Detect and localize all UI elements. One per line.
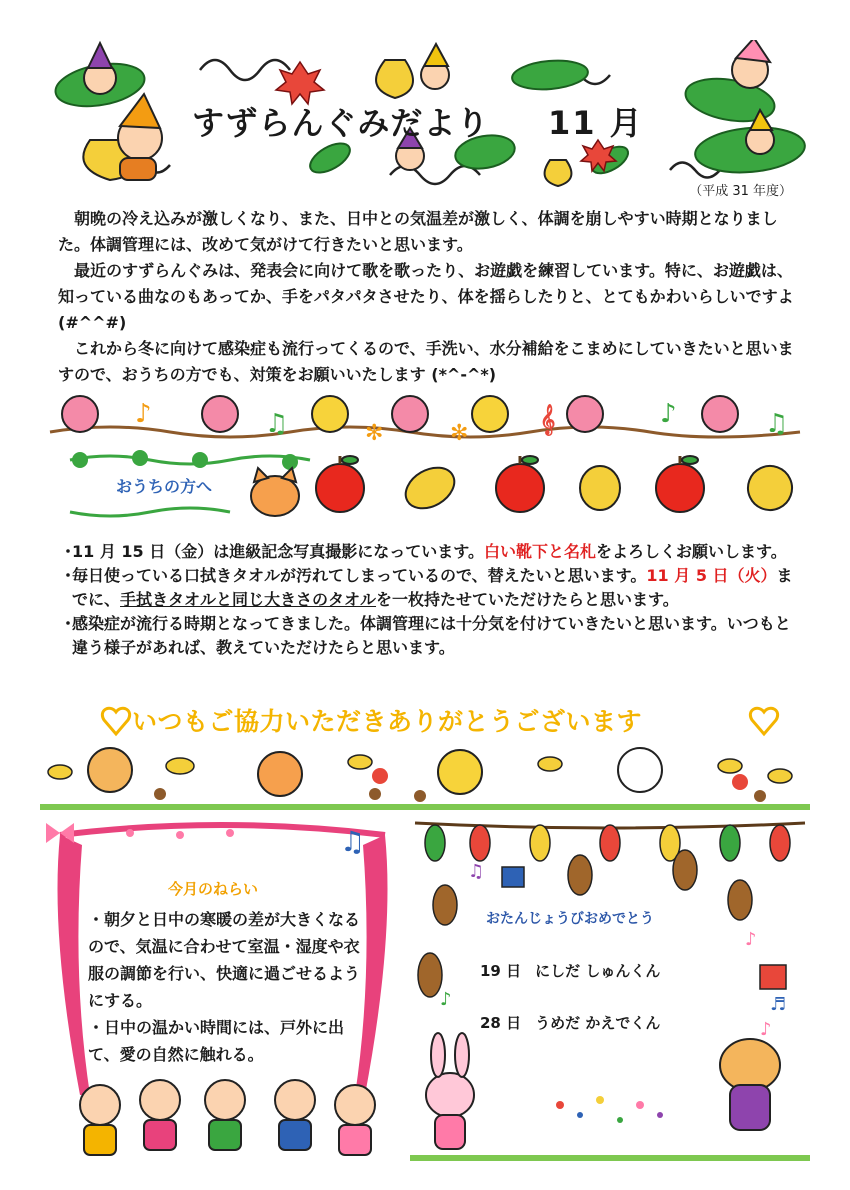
bird-icon <box>62 396 738 432</box>
animal-border-strip <box>40 742 810 814</box>
svg-text:♪: ♪ <box>440 989 452 1010</box>
kids-group-icon <box>80 1080 375 1155</box>
maple-leaf-icon <box>372 768 748 790</box>
svg-text:✻: ✻ <box>365 421 384 446</box>
birthday-entry <box>480 960 674 981</box>
apple-face-icon <box>316 456 704 512</box>
highlight-text: 白い靴下と名札 <box>483 542 596 561</box>
vine-leaf-icon <box>72 450 298 470</box>
hanging-leaf-icon <box>425 825 790 861</box>
notice-item: ・ 11 月 15 日（金）は進級記念写真撮影になっています。白い靴下と名札をよろしくお願いします。 <box>60 542 787 561</box>
svg-text:♫: ♫ <box>340 825 366 858</box>
page-month: 11 月 <box>548 104 644 142</box>
notice-item: ・ 毎日使っている口拭きタオルが汚れてしまっているので、替えたいと思います。11 月 5 日（火）までに、手拭きタオルと同じ大きさのタオルを一枚持たせていただけたらと思います。 <box>60 566 793 609</box>
svg-text:𝄞: 𝄞 <box>540 405 556 435</box>
home-section-label: おうちの方へ <box>116 477 213 496</box>
birthday-day: 28 日 <box>480 1014 522 1032</box>
cat-icon <box>618 748 662 792</box>
page-title: すずらんぐみだより <box>192 104 490 142</box>
birthday-name: うめだ かえでくん <box>535 1014 661 1032</box>
notice-list <box>60 540 800 660</box>
underlined-text: 手拭きタオルと同じ大きさのタオル <box>120 590 377 609</box>
svg-text:♪: ♪ <box>135 399 152 429</box>
svg-text:♬: ♬ <box>770 994 787 1015</box>
yellow-leaf-icon <box>398 459 798 516</box>
notice-item: ・ 感染症が流行る時期となってきました。体調管理には十分気を付けていきたいと思います。いつもと違う様子があれば、教えていただけたらと思います。 <box>60 614 791 657</box>
heart-icon <box>126 829 234 839</box>
dog-icon <box>720 1039 780 1130</box>
aims-list <box>88 906 370 1068</box>
falling-leaf-icon <box>48 755 792 783</box>
intro-paragraph: これから冬に向けて感染症も流行ってくるので、手洗い、水分補給をこまめにしていきたいと思いますので、おうちの方でも、対策をお願いいたします (*^-^*) <box>58 339 794 384</box>
dog-icon <box>88 748 132 792</box>
intro-paragraph: 最近のすずらんぐみは、発表会に向けて歌を歌ったり、お遊戯を練習しています。特に、お遊戯は、知っている曲なのもあってか、手をパタパタさせたり、体を揺らしたりと、とてもかわいらしいですよ (#^^#) <box>58 261 794 332</box>
svg-text:♪: ♪ <box>760 1019 772 1040</box>
svg-text:♪: ♪ <box>660 399 677 429</box>
birthday-illustration <box>410 815 810 1175</box>
music-note-icon <box>340 825 365 858</box>
thanks-message: いつもご協力いただきありがとうございます <box>132 707 643 736</box>
fiscal-year: （平成 31 年度） <box>689 184 792 199</box>
highlight-date: 11 月 5 日（火） <box>646 566 777 585</box>
squirrel-icon <box>258 752 302 796</box>
svg-text:♫: ♫ <box>265 409 289 439</box>
svg-text:♫: ♫ <box>765 409 789 439</box>
svg-text:♪: ♪ <box>745 929 757 950</box>
birthday-day: 19 日 <box>480 962 522 980</box>
bird-border-strip <box>40 392 810 448</box>
confetti-icon <box>556 1096 663 1123</box>
birthday-title: おたんじょうびおめでとう <box>486 911 654 927</box>
aim-item: ・朝夕と日中の寒暖の差が大きくなるので、気温に合わせて室温・湿度や衣服の調節を行い、快適に過ごせるようにする。 <box>88 910 361 1010</box>
bear-icon <box>438 750 482 794</box>
svg-text:✻: ✻ <box>450 421 469 446</box>
rabbit-icon <box>426 1033 474 1149</box>
birthday-name: にしだ しゅんくん <box>535 962 661 980</box>
cat-icon <box>251 468 299 516</box>
aims-title: 今月のねらい <box>168 880 259 898</box>
intro-text <box>58 206 798 388</box>
intro-paragraph: 朝晩の冷え込みが激しくなり、また、日中との気温差が激しく、体調を崩しやすい時期となりました。体調管理には、改めて気がけて行きたいと思います。 <box>58 209 778 254</box>
birthday-entry <box>480 1012 674 1033</box>
aim-item: ・日中の温かい時間には、戸外に出て、愛の自然に触れる。 <box>88 1018 345 1064</box>
svg-text:♫: ♫ <box>468 861 485 882</box>
